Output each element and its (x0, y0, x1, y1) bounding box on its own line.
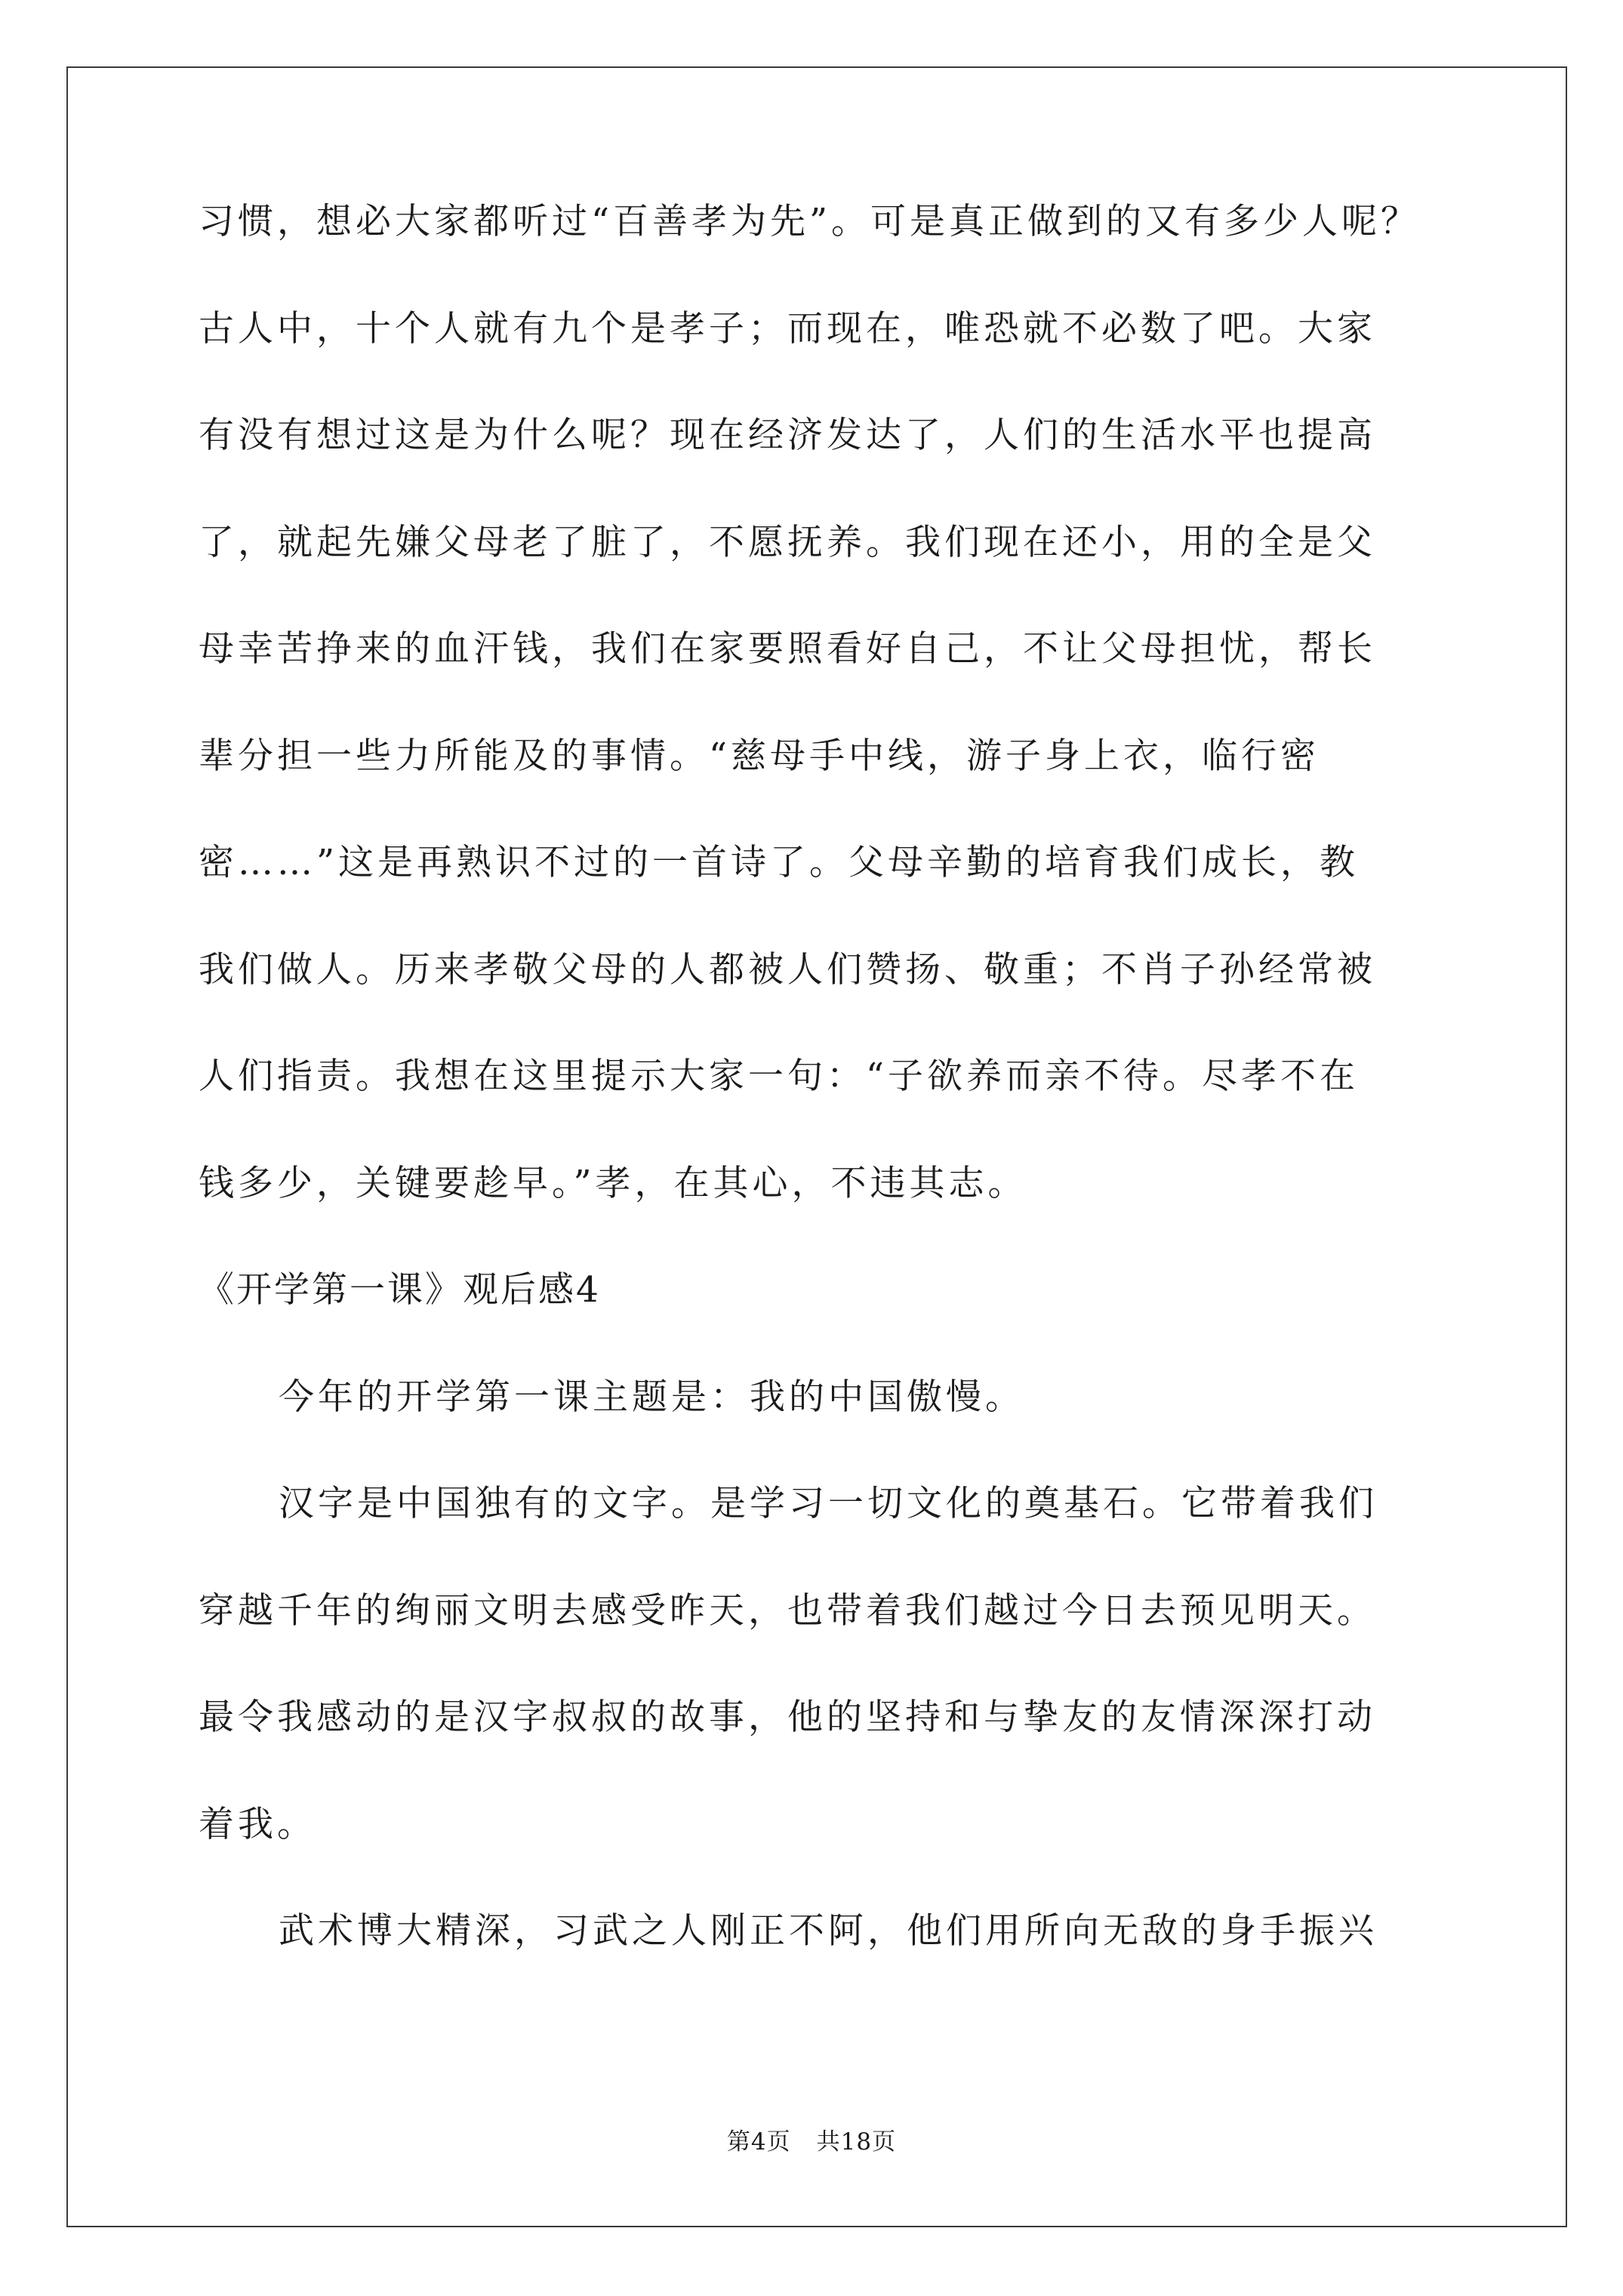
paragraph-line: 今年的开学第一课主题是：我的中国傲慢。 (279, 1376, 1024, 1418)
paragraph-line: 穿越千年的绚丽文明去感受昨天，也带着我们越过今日去预见明天。 (199, 1589, 1376, 1632)
text-line: 古人中，十个人就有九个是孝子；而现在，唯恐就不必数了吧。大家 (199, 307, 1376, 350)
text-line: 习惯，想必大家都听过“百善孝为先”。可是真正做到的又有多少人呢？ (199, 201, 1421, 242)
text-line: 我们做人。历来孝敬父母的人都被人们赞扬、敬重；不肖子孙经常被 (199, 948, 1376, 991)
paragraph-line: 汉字是中国独有的文字。是学习一切文化的奠基石。它带着我们 (279, 1483, 1378, 1524)
document-body (199, 201, 1467, 2020)
text-line: 钱多少，关键要趁早。”孝，在其心，不违其志。 (199, 1162, 1027, 1204)
page-total: 共18页 (816, 2128, 897, 2156)
text-line: 母幸苦挣来的血汗钱，我们在家要照看好自己，不让父母担忧，帮长 (199, 628, 1376, 670)
paragraph-line: 着我。 (199, 1803, 316, 1845)
text-line: 了，就起先嫌父母老了脏了，不愿抚养。我们现在还小，用的全是父 (199, 521, 1376, 563)
section-heading: 《开学第一课》观后感4 (199, 1269, 601, 1311)
page-footer (0, 2128, 1623, 2156)
text-line: 有没有想过这是为什么呢？现在经济发达了，人们的生活水平也提高 (199, 415, 1376, 456)
text-line: 人们指责。我想在这里提示大家一句：“子欲养而亲不待。尽孝不在 (199, 1056, 1360, 1097)
text-line: 密……”这是再熟识不过的一首诗了。父母辛勤的培育我们成长，教 (199, 842, 1360, 883)
paragraph-line: 武术博大精深，习武之人刚正不阿，他们用所向无敌的身手振兴 (279, 1910, 1378, 1952)
paragraph-line: 最令我感动的是汉字叔叔的故事，他的坚持和与挚友的友情深深打动 (199, 1697, 1376, 1738)
text-line: 辈分担一些力所能及的事情。“慈母手中线，游子身上衣，临行密 (199, 735, 1320, 777)
page-number: 第4页 (726, 2128, 791, 2156)
